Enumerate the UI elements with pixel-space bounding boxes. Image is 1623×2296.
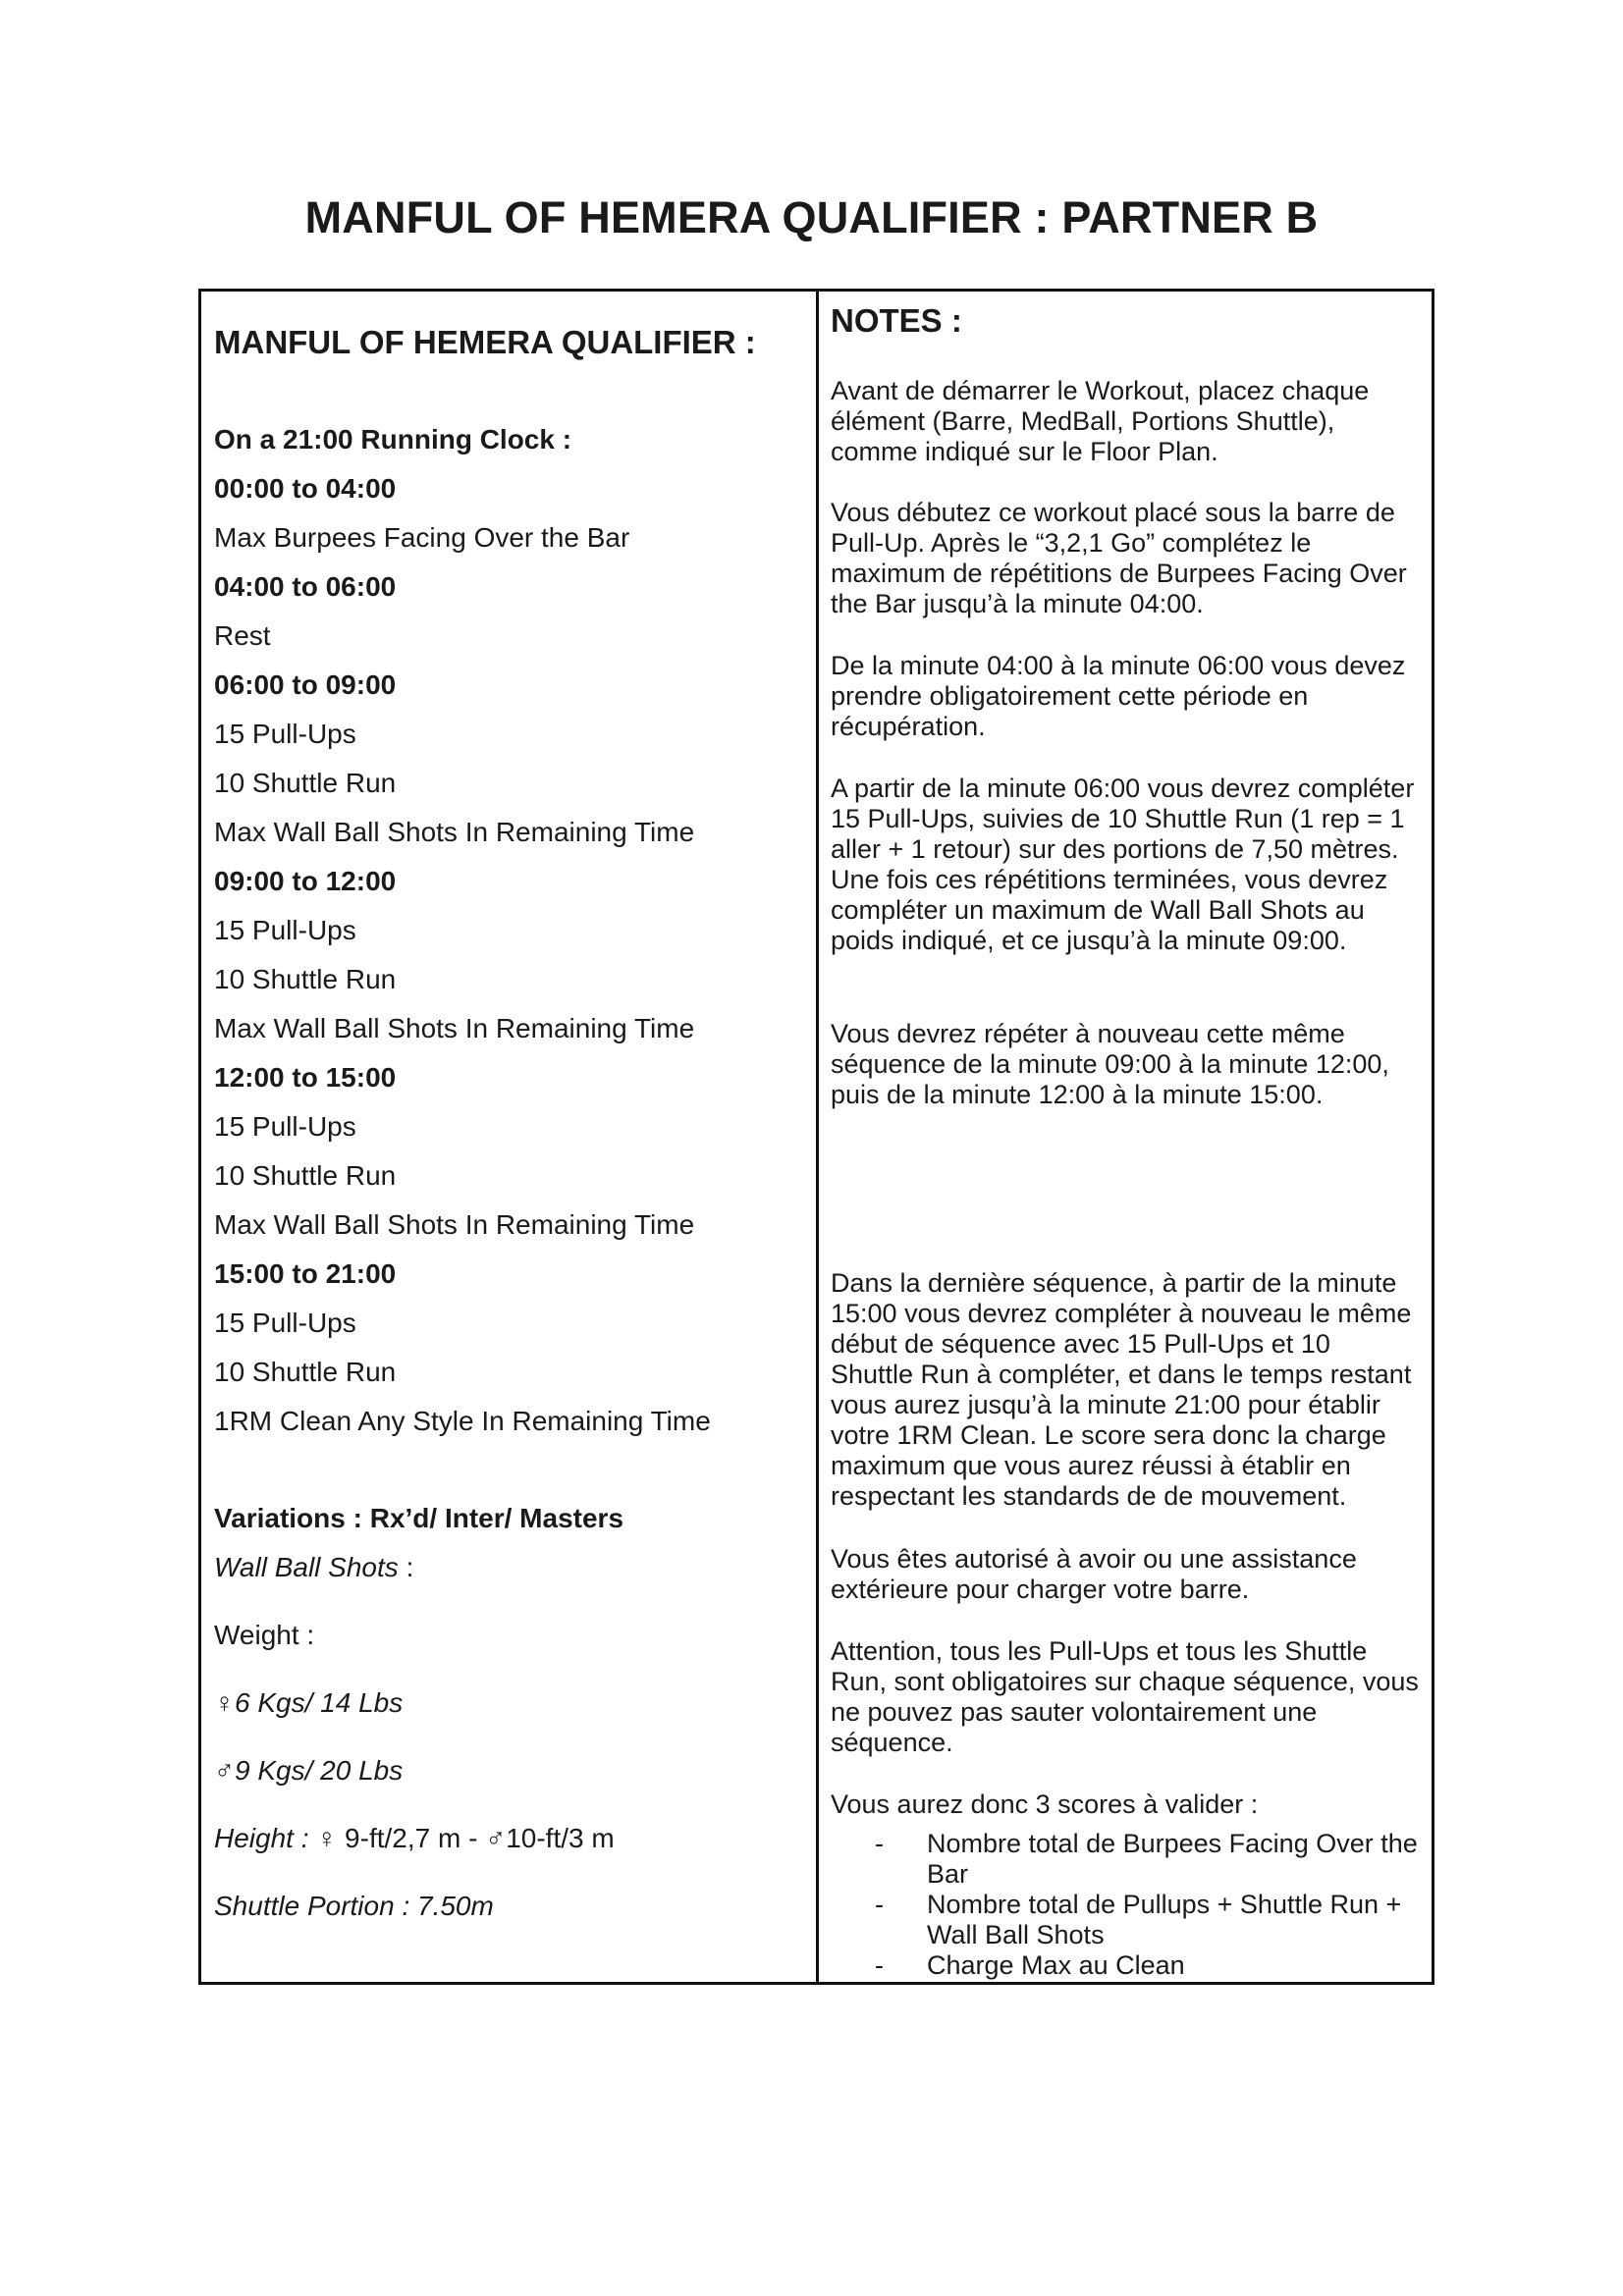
note-paragraph: Vous devrez répéter à nouveau cette même séquence de la minute 09:00 à la minute 12:00, puis de la minute 12:00 à la minute 15:00. (831, 1019, 1389, 1109)
bullet-dash: - (875, 1950, 884, 1980)
wallball-label-colon: : (398, 1552, 414, 1582)
list-item (831, 1950, 1420, 1981)
list-item (831, 1890, 1420, 1950)
workout-table (198, 289, 1434, 1985)
bullet-dash: - (875, 1829, 884, 1858)
time-block-0: 00:00 to 04:00 (214, 473, 397, 504)
running-clock: On a 21:00 Running Clock : (214, 424, 572, 454)
movement-line: Max Burpees Facing Over the Bar (214, 522, 630, 553)
time-block-2: 06:00 to 09:00 (214, 669, 397, 700)
movement-line: 10 Shuttle Run (214, 1357, 397, 1387)
variations-heading: Variations : Rx’d/ Inter/ Masters (214, 1503, 624, 1533)
score-item-text: Charge Max au Clean (927, 1950, 1185, 1980)
movement-line: 15 Pull-Ups (214, 1111, 356, 1142)
workout-heading: MANFUL OF HEMERA QUALIFIER : (214, 324, 756, 360)
time-block-3: 09:00 to 12:00 (214, 866, 397, 896)
note-paragraph: Dans la dernière séquence, à partir de la minute 15:00 vous devrez compléter à nouveau le même début de séquence avec 15 Pull-Ups et 10 Shuttle Run à compléter, et dans le temps restant vous aurez jusqu’à la minute 21:00 pour établir votre 1RM Clean. Le score sera donc la charge maximum que vous aurez réussi à établir en respectant les standards de de mouvement. (831, 1268, 1412, 1511)
note-paragraph: A partir de la minute 06:00 vous devrez compléter 15 Pull-Ups, suivies de 10 Shuttle Run (1 rep = 1 aller + 1 retour) sur des portions de 7,50 mètres. Une fois ces répétitions terminées, vous devrez compléter un maximum de Wall Ball Shots au poids indiqué, et ce jusqu’à la minute 09:00. (831, 774, 1415, 955)
movement-line: 1RM Clean Any Style In Remaining Time (214, 1406, 711, 1436)
movement-line: Max Wall Ball Shots In Remaining Time (214, 1013, 695, 1043)
movement-line: 10 Shuttle Run (214, 964, 397, 994)
page-title: MANFUL OF HEMERA QUALIFIER : PARTNER B (304, 192, 1319, 242)
movement-line: 10 Shuttle Run (214, 1160, 397, 1191)
movement-line: Rest (214, 620, 271, 651)
female-weight: ♀6 Kgs/ 14 Lbs (214, 1687, 404, 1718)
score-item-text: Nombre total de Pullups + Shuttle Run + Wall Ball Shots (927, 1890, 1402, 1949)
movement-line: Max Wall Ball Shots In Remaining Time (214, 817, 695, 847)
height-spec (214, 1822, 615, 1855)
note-paragraph: De la minute 04:00 à la minute 06:00 vous devez prendre obligatoirement cette période en récupération. (831, 651, 1406, 741)
male-weight: ♂9 Kgs/ 20 Lbs (214, 1755, 404, 1786)
height-value: ♀ 9-ft/2,7 m - ♂10-ft/3 m (316, 1823, 615, 1853)
movement-line: 15 Pull-Ups (214, 1308, 356, 1338)
bullet-dash: - (875, 1890, 884, 1919)
note-paragraph: Vous êtes autorisé à avoir ou une assistance extérieure pour charger votre barre. (831, 1544, 1357, 1604)
movement-line: 10 Shuttle Run (214, 768, 397, 798)
movement-line: 15 Pull-Ups (214, 915, 356, 945)
shuttle-portion: Shuttle Portion : 7.50m (214, 1891, 494, 1921)
score-item-text: Nombre total de Burpees Facing Over the Bar (927, 1829, 1418, 1889)
movement-line: Max Wall Ball Shots In Remaining Time (214, 1209, 695, 1240)
time-block-1: 04:00 to 06:00 (214, 571, 397, 602)
wallball-label (214, 1551, 413, 1584)
note-paragraph: Vous aurez donc 3 scores à valider : (831, 1789, 1259, 1819)
column-divider (816, 292, 819, 1982)
note-paragraph: Vous débutez ce workout placé sous la barre de Pull-Up. Après le “3,2,1 Go” complétez le maximum de répétitions de Burpees Facing Over the Bar jusqu’à la minute 04:00. (831, 498, 1407, 618)
height-label: Height : (214, 1823, 317, 1853)
time-block-5: 15:00 to 21:00 (214, 1258, 397, 1289)
note-paragraph: Avant de démarrer le Workout, placez chaque élément (Barre, MedBall, Portions Shuttle), comme indiqué sur le Floor Plan. (831, 376, 1370, 466)
list-item (831, 1829, 1420, 1890)
notes-heading: NOTES : (831, 302, 962, 339)
note-paragraph: Attention, tous les Pull-Ups et tous les Shuttle Run, sont obligatoires sur chaque séquence, vous ne pouvez pas sauter volontairement une séquence. (831, 1636, 1419, 1757)
time-block-4: 12:00 to 15:00 (214, 1062, 397, 1093)
movement-line: 15 Pull-Ups (214, 719, 356, 749)
wallball-label-text: Wall Ball Shots (214, 1552, 399, 1582)
scores-list (831, 1829, 1420, 1981)
weight-label: Weight : (214, 1620, 315, 1650)
